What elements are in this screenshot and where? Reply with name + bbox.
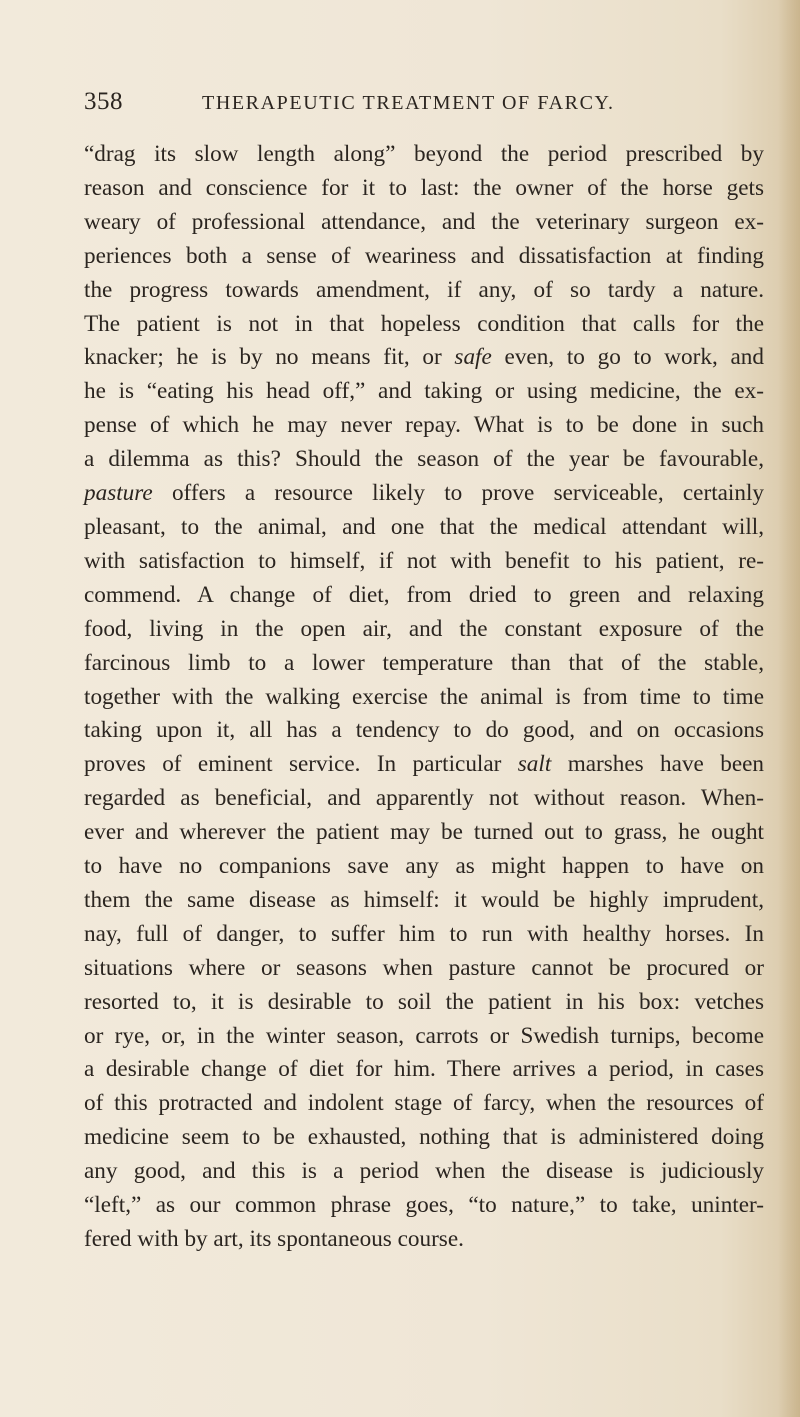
- text-line: food, living in the open air, and the constant exposure of the: [84, 615, 764, 642]
- text-line: situations where or seasons when pasture cannot be procured or: [84, 954, 764, 981]
- text-line: regarded as beneficial, and apparently not without reason. When-: [84, 785, 764, 812]
- text-line: resorted to, it is desirable to soil the patient in his box: vetches: [84, 988, 764, 1015]
- text-line: pense of which he may never repay. What is to be done in such: [84, 412, 764, 439]
- text-line: of this protracted and indolent stage of farcy, when the resources of: [84, 1090, 764, 1117]
- page-edge-shadow: [778, 0, 800, 1417]
- italic-word: pasture: [84, 480, 153, 507]
- text-line: he is “eating his head off,” and taking or using medicine, the ex-: [84, 378, 764, 405]
- text-line: periences both a sense of weariness and dissatisfaction at finding: [84, 242, 764, 269]
- text-line: reason and conscience for it to last: the owner of the horse gets: [84, 174, 764, 201]
- text-line: medicine seem to be exhausted, nothing that is administered doing: [84, 1124, 764, 1151]
- running-head: THERAPEUTIC TREATMENT OF FARCY.: [202, 92, 615, 114]
- text-line: “left,” as our common phrase goes, “to nature,” to take, uninter-: [84, 1192, 764, 1219]
- italic-word: safe: [454, 344, 492, 371]
- text-line: pasture offers a resource likely to prove serviceable, certainly: [84, 480, 764, 507]
- text-line: any good, and this is a period when the disease is judiciously: [84, 1158, 764, 1185]
- text-line: together with the walking exercise the animal is from time to time: [84, 683, 764, 710]
- text-line: commend. A change of diet, from dried to green and relaxing: [84, 581, 764, 608]
- text-line: a dilemma as this? Should the season of the year be favourable,: [84, 446, 764, 473]
- text-line: with satisfaction to himself, if not with benefit to his patient, re-: [84, 547, 764, 574]
- text-line: taking upon it, all has a tendency to do good, and on occasions: [84, 717, 764, 744]
- text-line: “drag its slow length along” beyond the period prescribed by: [84, 141, 764, 167]
- text-line: the progress towards amendment, if any, of so tardy a nature.: [84, 276, 764, 303]
- text-line: weary of professional attendance, and the veterinary surgeon ex-: [84, 208, 764, 235]
- text-line: to have no companions save any as might happen to have on: [84, 853, 764, 880]
- text-line-last: fered with by art, its spontaneous course.: [84, 1226, 464, 1252]
- page-number: 358: [84, 88, 123, 115]
- italic-word: salt: [517, 751, 552, 778]
- text-line: them the same disease as himself: it would be highly imprudent,: [84, 886, 764, 913]
- text-line: nay, full of danger, to suffer him to run with healthy horses. In: [84, 920, 764, 947]
- text-line: The patient is not in that hopeless condition that calls for the: [84, 310, 764, 337]
- text-line: a desirable change of diet for him. There arrives a period, in cases: [84, 1056, 764, 1083]
- text-line: pleasant, to the animal, and one that the medical attendant will,: [84, 513, 764, 540]
- text-line: ever and wherever the patient may be turned out to grass, he ought: [84, 819, 764, 846]
- text-line: or rye, or, in the winter season, carrots or Swedish turnips, become: [84, 1022, 764, 1049]
- page-header: [84, 88, 724, 124]
- text-line: knacker; he is by no means fit, or safe even, to go to work, and: [84, 344, 764, 371]
- text-line: proves of eminent service. In particular salt marshes have been: [84, 751, 764, 778]
- body-paragraph: [84, 138, 764, 1257]
- text-line: farcinous limb to a lower temperature than that of the stable,: [84, 649, 764, 676]
